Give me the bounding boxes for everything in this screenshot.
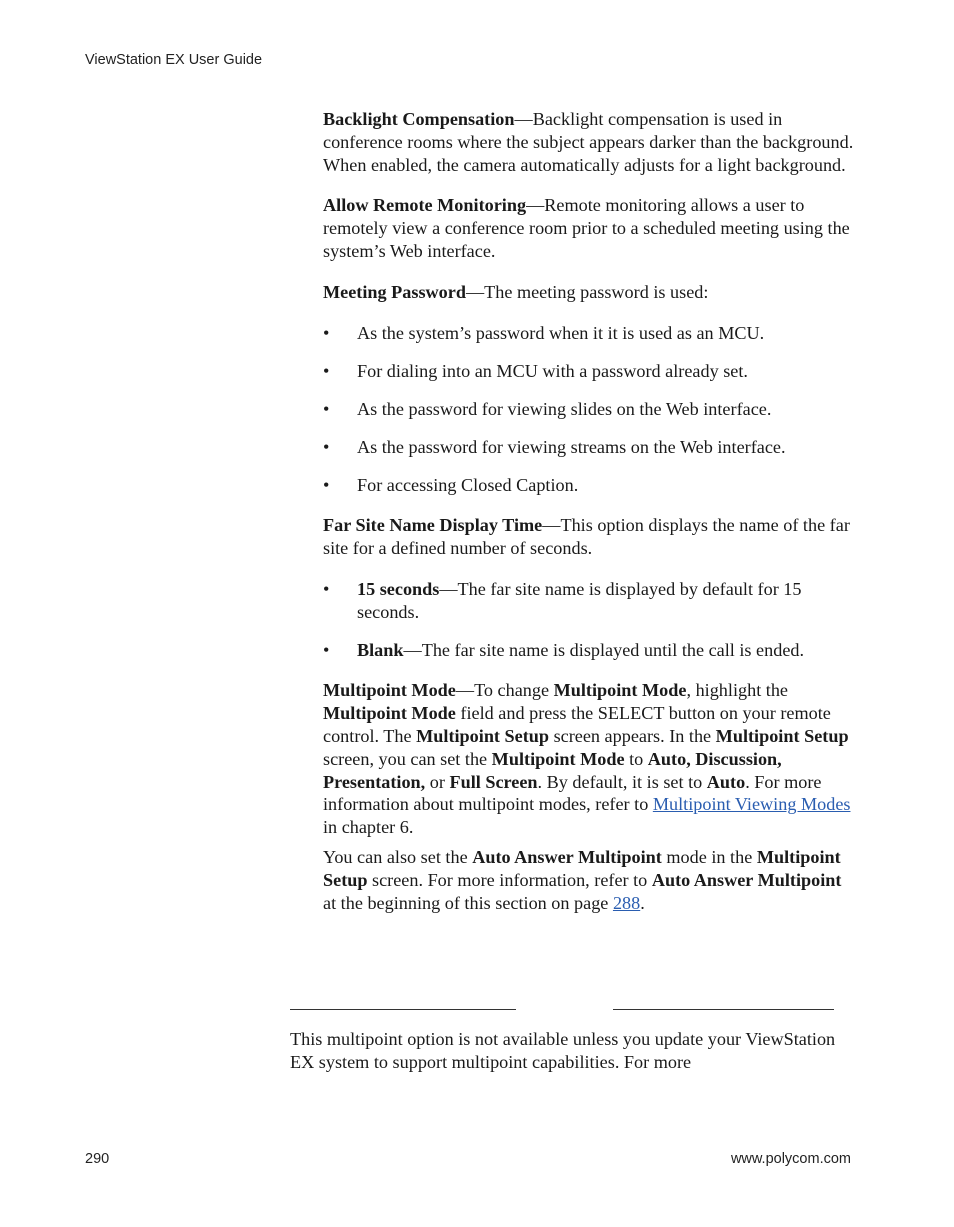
far-site-term: Far Site Name Display Time	[323, 515, 543, 536]
page-288-link[interactable]: 288	[612, 892, 641, 913]
backlight-term: Backlight Compensation	[323, 109, 515, 129]
note-text: This multipoint option is not available unless you update your ViewStation EX system to support multipoint capabilities. For more	[290, 1029, 836, 1072]
multipoint-mode-paragraph: Multipoint Mode—To change Multipoint Mode, highlight the Multipoint Mode field and press the SELECT button on your remote control. The Multipoint Setup screen appears. In the Multipoint Setup screen, you can set the Multipoint Mode to Auto, Discussion, Presentation, or Full Screen. By default, it is set to Auto. For more information about multipoint modes, refer to Multipoint Viewing Modes in chapter 6.	[323, 680, 851, 838]
bullet-icon: •	[323, 360, 330, 381]
bullet-icon: •	[323, 639, 330, 660]
list-item: • For dialing into an MCU with a password already set.	[323, 360, 748, 381]
meeting-password-term: Meeting Password	[323, 281, 466, 302]
list-item: • Blank—The far site name is displayed until the call is ended.	[323, 639, 805, 660]
remote-monitoring-paragraph	[323, 194, 855, 262]
auto-answer-paragraph: You can also set the Auto Answer Multipoint mode in the Multipoint Setup screen. For more information, refer to Auto Answer Multipoint at the beginning of this section on page 288.	[323, 847, 842, 913]
far-site-paragraph	[323, 514, 855, 560]
list-item: • 15 seconds—The far site name is displayed by default for 15 seconds.	[323, 578, 802, 622]
meeting-password-text: —The meeting password is used:	[465, 281, 709, 302]
note-divider-right	[613, 1009, 834, 1010]
remote-monitoring-text: —Remote monitoring allows a user to remotely view a conference room prior to a scheduled meeting using the system’s Web interface.	[323, 195, 850, 261]
bullet-icon: •	[323, 436, 330, 457]
page-number: 290	[85, 1151, 110, 1167]
list-item: • As the system’s password when it it is used as an MCU.	[323, 322, 765, 343]
note-divider-left	[290, 1009, 516, 1010]
far-site-text: —This option displays the name of the far site for a defined number of seconds.	[323, 515, 850, 559]
bullet-icon: •	[323, 578, 330, 599]
footer-url: www.polycom.com	[730, 1151, 851, 1167]
meeting-password-list	[323, 322, 855, 497]
list-item: • As the password for viewing slides on the Web interface.	[323, 398, 772, 419]
bullet-icon: •	[323, 474, 330, 495]
multipoint-viewing-modes-link[interactable]: Multipoint Viewing Modes	[652, 794, 851, 815]
list-item: • For accessing Closed Caption.	[323, 474, 579, 495]
meeting-password-paragraph	[323, 281, 855, 304]
far-site-list	[323, 578, 855, 662]
remote-monitoring-term: Allow Remote Monitoring	[323, 195, 527, 216]
backlight-text: —Backlight compensation is used in conference rooms where the subject appears darker than the background. When enabled, the camera automatically adjusts for a light background.	[323, 109, 854, 175]
list-item: • As the password for viewing streams on the Web interface.	[323, 436, 786, 457]
running-header: ViewStation EX User Guide	[85, 52, 263, 68]
bullet-icon: •	[323, 398, 330, 419]
main-content	[323, 108, 855, 932]
backlight-paragraph	[323, 108, 855, 176]
bullet-icon: •	[323, 322, 330, 343]
